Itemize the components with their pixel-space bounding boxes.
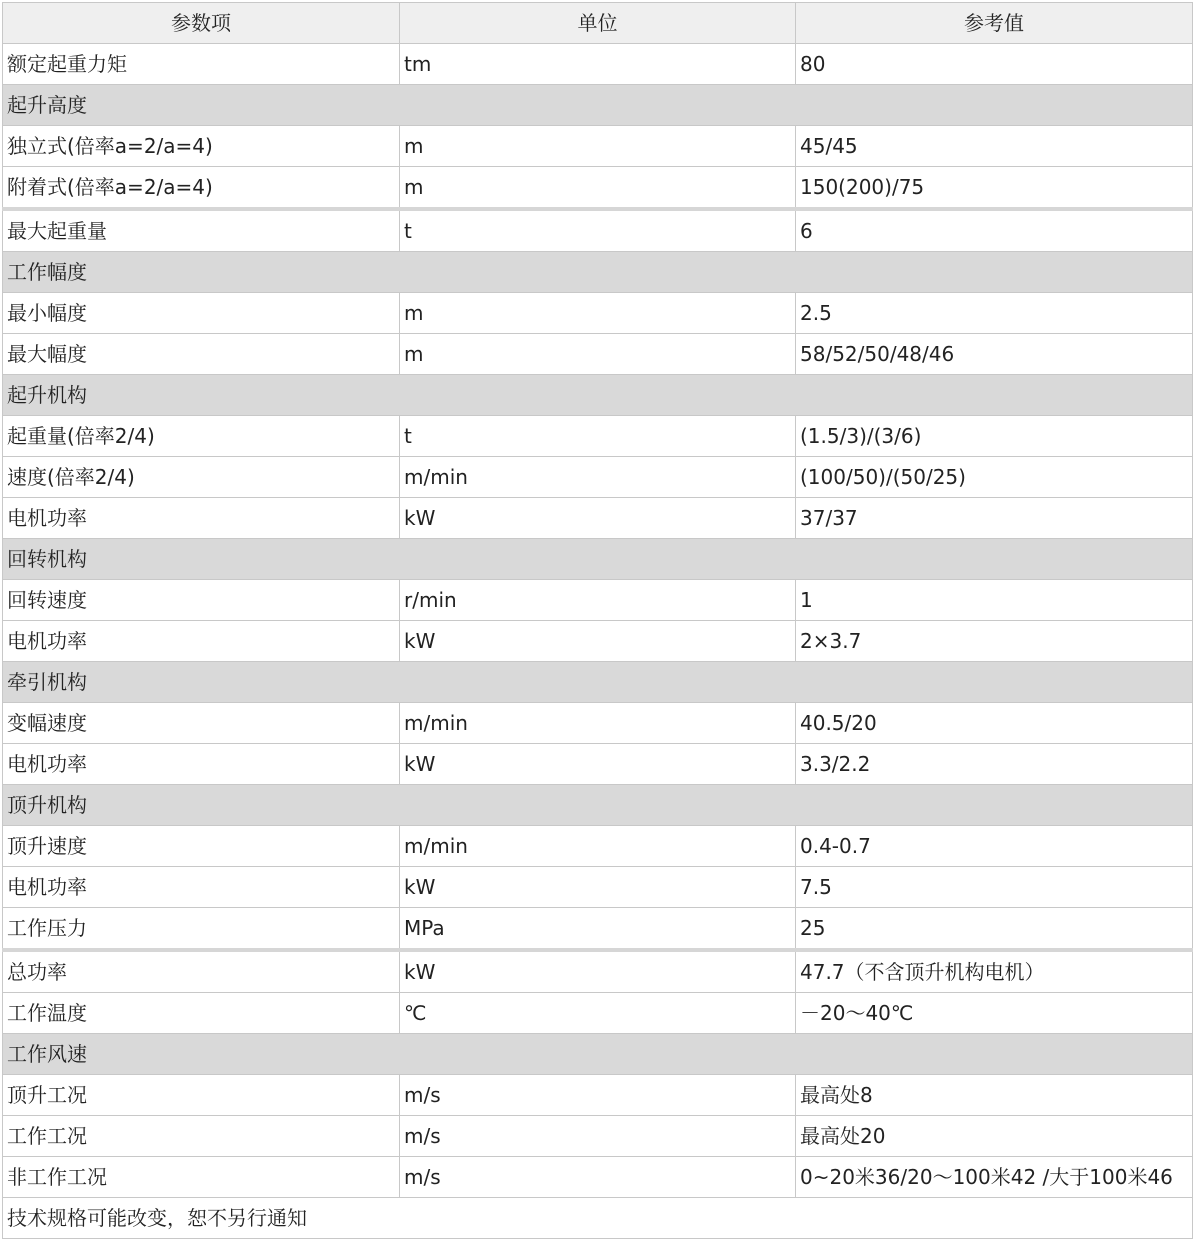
unit-cell: kW <box>400 744 796 785</box>
section-row <box>3 375 1193 416</box>
value-cell: 最高处20 <box>796 1116 1193 1157</box>
table-row <box>3 416 1193 457</box>
param-cell: 顶升速度 <box>3 826 400 867</box>
param-cell: 工作压力 <box>3 908 400 951</box>
section-label: 回转机构 <box>3 539 1193 580</box>
table-row <box>3 867 1193 908</box>
value-cell: 2×3.7 <box>796 621 1193 662</box>
table-row <box>3 167 1193 210</box>
table-row <box>3 621 1193 662</box>
table-row <box>3 703 1193 744</box>
param-cell: 附着式(倍率a=2/a=4) <box>3 167 400 210</box>
unit-cell: m <box>400 293 796 334</box>
value-cell: 1 <box>796 580 1193 621</box>
section-row <box>3 785 1193 826</box>
param-cell: 工作工况 <box>3 1116 400 1157</box>
param-cell: 顶升工况 <box>3 1075 400 1116</box>
param-cell: 电机功率 <box>3 867 400 908</box>
param-cell: 总功率 <box>3 950 400 993</box>
param-cell: 工作温度 <box>3 993 400 1034</box>
table-row <box>3 126 1193 167</box>
param-cell: 最大幅度 <box>3 334 400 375</box>
unit-cell: m/s <box>400 1116 796 1157</box>
value-cell: 40.5/20 <box>796 703 1193 744</box>
value-cell: 0~20米36/20～100米42 /大于100米46 <box>796 1157 1193 1198</box>
param-cell: 变幅速度 <box>3 703 400 744</box>
table-row <box>3 1116 1193 1157</box>
param-cell: 起重量(倍率2/4) <box>3 416 400 457</box>
value-cell: 25 <box>796 908 1193 951</box>
param-cell: 电机功率 <box>3 621 400 662</box>
unit-cell: r/min <box>400 580 796 621</box>
unit-cell: t <box>400 416 796 457</box>
unit-cell: kW <box>400 498 796 539</box>
value-cell: 6 <box>796 209 1193 252</box>
value-cell: 3.3/2.2 <box>796 744 1193 785</box>
section-row <box>3 1034 1193 1075</box>
table-row <box>3 950 1193 993</box>
table-row <box>3 457 1193 498</box>
param-cell: 非工作工况 <box>3 1157 400 1198</box>
unit-cell: t <box>400 209 796 252</box>
table-row <box>3 993 1193 1034</box>
value-cell: 58/52/50/48/46 <box>796 334 1193 375</box>
param-cell: 额定起重力矩 <box>3 44 400 85</box>
param-cell: 最大起重量 <box>3 209 400 252</box>
param-cell: 电机功率 <box>3 498 400 539</box>
unit-cell: kW <box>400 950 796 993</box>
section-label: 起升高度 <box>3 85 1193 126</box>
section-label: 顶升机构 <box>3 785 1193 826</box>
table-row <box>3 293 1193 334</box>
unit-cell: tm <box>400 44 796 85</box>
param-cell: 速度(倍率2/4) <box>3 457 400 498</box>
table-row <box>3 908 1193 951</box>
value-cell: 0.4-0.7 <box>796 826 1193 867</box>
unit-cell: ℃ <box>400 993 796 1034</box>
header-value: 参考值 <box>796 3 1193 44</box>
value-cell: 37/37 <box>796 498 1193 539</box>
value-cell: (100/50)/(50/25) <box>796 457 1193 498</box>
table-row <box>3 334 1193 375</box>
value-cell: －20～40℃ <box>796 993 1193 1034</box>
value-cell: 47.7（不含顶升机构电机） <box>796 950 1193 993</box>
section-row <box>3 662 1193 703</box>
unit-cell: kW <box>400 867 796 908</box>
unit-cell: m/s <box>400 1075 796 1116</box>
param-cell: 最小幅度 <box>3 293 400 334</box>
table-row <box>3 826 1193 867</box>
header-row <box>3 3 1193 44</box>
table-row <box>3 44 1193 85</box>
table-row <box>3 1157 1193 1198</box>
unit-cell: MPa <box>400 908 796 951</box>
section-row <box>3 252 1193 293</box>
unit-cell: m/min <box>400 703 796 744</box>
table-row <box>3 1075 1193 1116</box>
footnote: 技术规格可能改变，恕不另行通知 <box>3 1198 1193 1239</box>
value-cell: 45/45 <box>796 126 1193 167</box>
header-unit: 单位 <box>400 3 796 44</box>
unit-cell: m/min <box>400 826 796 867</box>
value-cell: 7.5 <box>796 867 1193 908</box>
param-cell: 独立式(倍率a=2/a=4) <box>3 126 400 167</box>
value-cell: 最高处8 <box>796 1075 1193 1116</box>
table-row <box>3 744 1193 785</box>
param-cell: 电机功率 <box>3 744 400 785</box>
value-cell: 2.5 <box>796 293 1193 334</box>
unit-cell: m <box>400 167 796 210</box>
unit-cell: m <box>400 334 796 375</box>
table-row <box>3 209 1193 252</box>
value-cell: 150(200)/75 <box>796 167 1193 210</box>
value-cell: (1.5/3)/(3/6) <box>796 416 1193 457</box>
footnote-row <box>3 1198 1193 1239</box>
spec-table <box>2 2 1193 1239</box>
section-label: 工作幅度 <box>3 252 1193 293</box>
table-row <box>3 580 1193 621</box>
section-label: 工作风速 <box>3 1034 1193 1075</box>
section-label: 牵引机构 <box>3 662 1193 703</box>
header-param: 参数项 <box>3 3 400 44</box>
section-row <box>3 539 1193 580</box>
section-row <box>3 85 1193 126</box>
unit-cell: kW <box>400 621 796 662</box>
unit-cell: m/min <box>400 457 796 498</box>
section-label: 起升机构 <box>3 375 1193 416</box>
value-cell: 80 <box>796 44 1193 85</box>
unit-cell: m/s <box>400 1157 796 1198</box>
unit-cell: m <box>400 126 796 167</box>
param-cell: 回转速度 <box>3 580 400 621</box>
table-row <box>3 498 1193 539</box>
